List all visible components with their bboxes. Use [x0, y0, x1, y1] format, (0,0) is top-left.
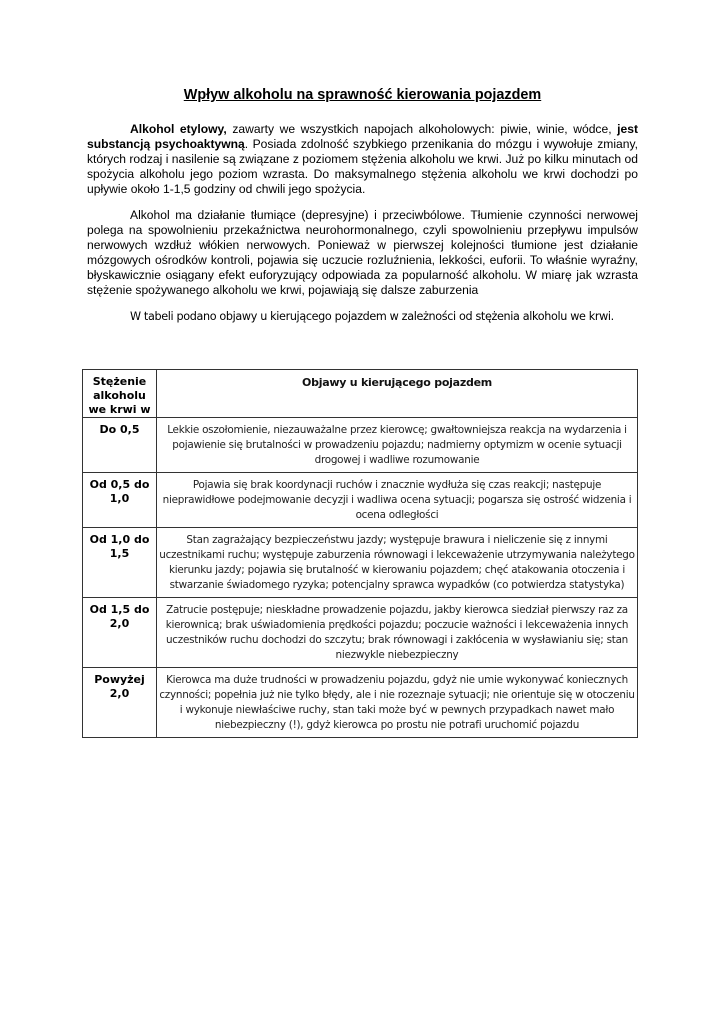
paragraph1-text-a: zawarty we wszystkich napojach alkoholowych: piwie, winie, wódce,: [226, 122, 618, 136]
concentration-cell: Od 1,5 do 2,0: [83, 598, 157, 668]
table-row: [83, 668, 638, 738]
paragraph1-text-b: . Posiada zdolność szybkiego przenikania do mózgu i wywołuje zmiany, których rodzaj i nasilenie są związane z poziomem stężenia alkoholu we krwi. Już po kilku minutach od spożycia alkoholu jego poziom wzrasta. Do maksymalnego stężenia alkoholu we krwi dochodzi po upływie około 1-1,5 godziny od chwili jego spożycia.: [87, 137, 638, 196]
table-row: [83, 473, 638, 528]
table-intro: W tabeli podano objawy u kierującego pojazdem w zależności od stężenia alkoholu we krwi.: [130, 310, 614, 323]
header-concentration: Stężenie alkoholu we krwi w: [83, 370, 157, 418]
concentration-cell: Do 0,5: [83, 418, 157, 473]
concentration-cell: Od 0,5 do 1,0: [83, 473, 157, 528]
concentration-cell: Powyżej 2,0: [83, 668, 157, 738]
symptoms-cell: Kierowca ma duże trudności w prowadzeniu pojazdu, gdyż nie umie wykonywać koniecznych czynności; popełnia już nie tylko błędy, ale i nie rozeznaje sytuacji; nie orientuje się w otoczeniu i wykonuje niewłaściwe ruchy, stan taki może być w pewnych przypadkach nawet mało niebezpieczny (!), gdyż kierowca po prostu nie potrafi uruchomić pojazdu: [157, 668, 638, 738]
header-symptoms: Objawy u kierującego pojazdem: [157, 370, 638, 418]
paragraph2-text: Alkohol ma działanie tłumiące (depresyjne) i przeciwbólowe. Tłumienie czynności nerwowej polega na spowolnieniu przekaźnictwa neurohormonalnego, czyli spowolnieniu przepływu impulsów nerwowych wzdłuż włókien nerwowych. Ponieważ w pierwszej kolejności tłumione jest działanie mózgowych ośrodków kontroli, pojawia się uczucie rozluźnienia, lekkości, euforii. To właśnie wyraźny, błyskawicznie osiągany efekt euforyzujący odpowiada za popularność alkoholu. W miarę jak wzrasta stężenie spożywanego alkoholu we krwi, pojawiają się dalsze zaburzenia: [87, 208, 638, 297]
symptoms-cell: Pojawia się brak koordynacji ruchów i znacznie wydłuża się czas reakcji; następuje nieprawidłowe podejmowanie decyzji i wadliwa ocena sytuacji; pogarsza się ostrość widzenia i ocena odległości: [157, 473, 638, 528]
symptoms-cell: Stan zagrażający bezpieczeństwu jazdy; występuje brawura i nieliczenie się z innymi uczestnikami ruchu; występuje zaburzenia równowagi i lekceważenie utrzymywania należytego kierunku jazdy; pojawia się brutalność w kierowaniu pojazdem; chęć atakowania otoczenia i stwarzanie świadomego ryzyka; potencjalny sprawca wypadków (co potwierdza statystyka): [157, 528, 638, 598]
paragraph-alcohol-definition: [87, 122, 638, 197]
paragraph1-bold-start: Alkohol etylowy,: [130, 122, 227, 136]
paragraph1-bold-mid: jest substancją psychoaktywną: [87, 122, 638, 151]
symptoms-table: [82, 369, 638, 738]
table-row: [83, 418, 638, 473]
symptoms-cell: Zatrucie postępuje; nieskładne prowadzenie pojazdu, jakby kierowca siedział pierwszy raz za kierownicą; brak uświadomienia prędkości pojazdu; poczucie ważności i lekceważenia innych uczestników ruchu dochodzi do szczytu; brak równowagi i zakłócenia w wysławianiu się; stan niezwykle niebezpieczny: [157, 598, 638, 668]
table-row: [83, 598, 638, 668]
page-title: Wpływ alkoholu na sprawność kierowania pojazdem: [183, 87, 542, 103]
concentration-cell: Od 1,0 do 1,5: [83, 528, 157, 598]
table-header-row: [83, 370, 638, 418]
table-row: [83, 528, 638, 598]
symptoms-cell: Lekkie oszołomienie, niezauważalne przez kierowcę; gwałtowniejsza reakcja na wydarzenia i pojawienie się brutalności w prowadzeniu pojazdu; nadmierny optymizm w ocenie sytuacji drogowej i wadliwe rozumowanie: [157, 418, 638, 473]
paragraph-alcohol-effects: [87, 208, 638, 298]
